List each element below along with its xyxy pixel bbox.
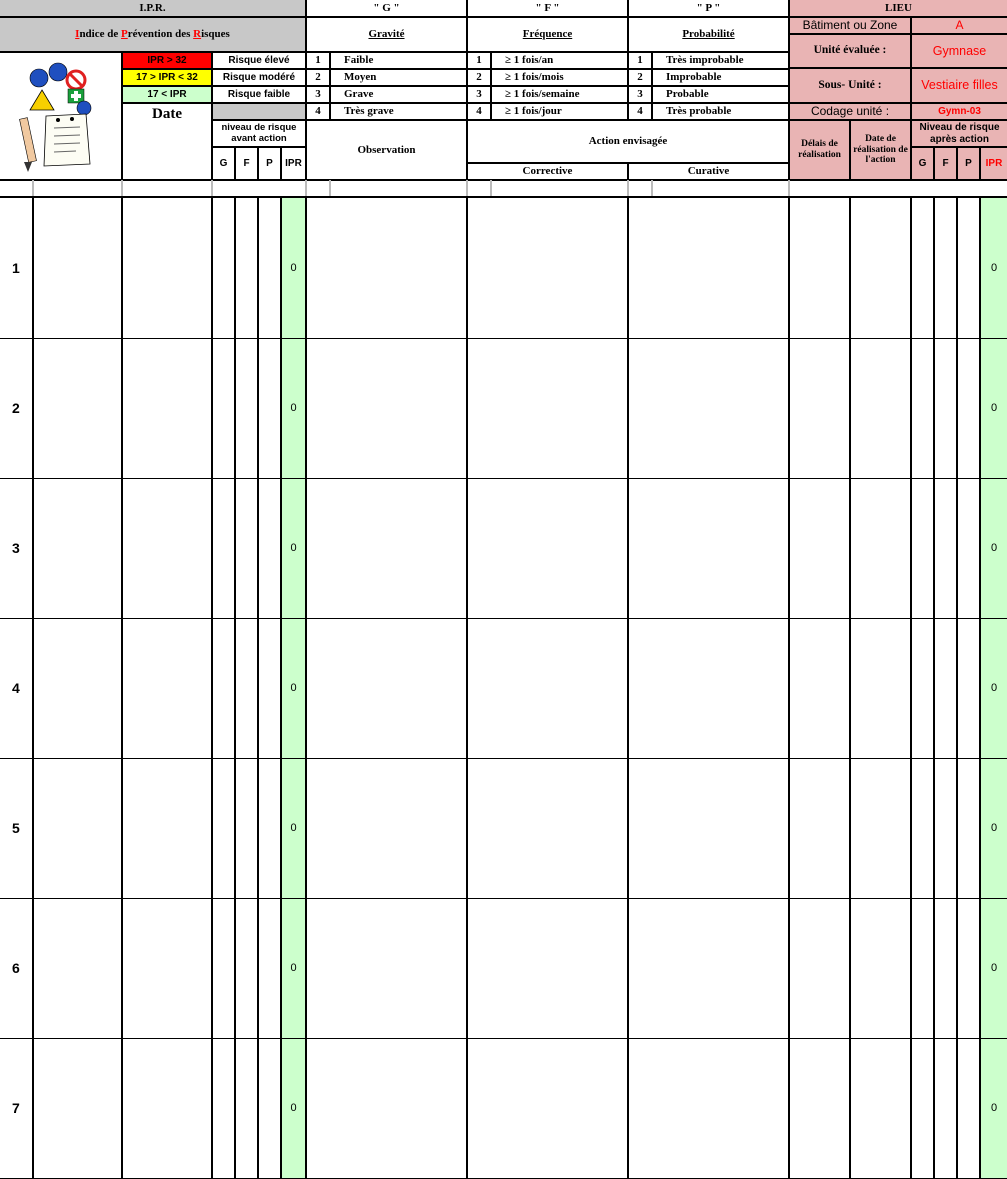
gray-spacer: [212, 103, 306, 120]
probabilite-label-1: Très improbable: [652, 52, 789, 69]
cell-f-after[interactable]: [934, 618, 957, 759]
cell-g-after[interactable]: [911, 758, 934, 899]
cell-blank-a[interactable]: [33, 198, 122, 339]
safety-signs-illustration: [0, 52, 122, 180]
frequence-n-4: 4: [467, 103, 491, 120]
spacer-cell: [306, 180, 330, 197]
legend-label-high: Risque élevé: [212, 52, 306, 69]
cell-blank-a[interactable]: [33, 898, 122, 1039]
cell-num: 5: [0, 758, 33, 899]
cell-ipr-before: 0: [281, 198, 306, 339]
cell-p-before[interactable]: [258, 198, 281, 339]
spacer-cell: [33, 180, 122, 197]
header-g-after: G: [911, 147, 934, 180]
probabilite-label-3: Probable: [652, 86, 789, 103]
cell-ipr-before: 0: [281, 1038, 306, 1179]
spacer-cell: [652, 180, 789, 197]
cell-blank-b[interactable]: [122, 758, 212, 899]
cell-p-after[interactable]: [957, 338, 980, 479]
cell-curative[interactable]: [628, 198, 789, 339]
cell-ipr-after: 0: [980, 338, 1007, 479]
spacer-cell: [330, 180, 467, 197]
cell-p-before[interactable]: [258, 338, 281, 479]
cell-date-realisation[interactable]: [850, 198, 911, 339]
legend-range-low: 17 < IPR: [122, 86, 212, 103]
gravite-n-2: 2: [306, 69, 330, 86]
cell-blank-b[interactable]: [122, 618, 212, 759]
frequence-code: " F ": [467, 0, 628, 17]
cell-ipr-after: 0: [980, 898, 1007, 1039]
frequence-n-2: 2: [467, 69, 491, 86]
cell-blank-b[interactable]: [122, 898, 212, 1039]
cell-curative[interactable]: [628, 898, 789, 1039]
header-f-before: F: [235, 147, 258, 180]
cell-f-before[interactable]: [235, 1038, 258, 1179]
cell-f-after[interactable]: [934, 1038, 957, 1179]
legend-label-medium: Risque modéré: [212, 69, 306, 86]
gravite-n-4: 4: [306, 103, 330, 120]
legend-range-medium: 17 > IPR < 32: [122, 69, 212, 86]
cell-blank-b[interactable]: [122, 198, 212, 339]
cell-f-after[interactable]: [934, 198, 957, 339]
cell-corrective[interactable]: [467, 758, 628, 899]
cell-g-before[interactable]: [212, 478, 235, 619]
cell-g-after[interactable]: [911, 478, 934, 619]
cell-ipr-before: 0: [281, 898, 306, 1039]
cell-g-after[interactable]: [911, 338, 934, 479]
frequence-label-1: ≥ 1 fois/an: [491, 52, 628, 69]
cell-g-before[interactable]: [212, 198, 235, 339]
gravite-label-3: Grave: [330, 86, 467, 103]
frequence-n-3: 3: [467, 86, 491, 103]
gravite-code: " G ": [306, 0, 467, 17]
spacer-cell: [467, 180, 491, 197]
cell-p-after[interactable]: [957, 478, 980, 619]
cell-delais[interactable]: [789, 1038, 850, 1179]
cell-observation[interactable]: [306, 898, 467, 1039]
cell-g-before[interactable]: [212, 338, 235, 479]
cell-observation[interactable]: [306, 198, 467, 339]
cell-f-after[interactable]: [934, 478, 957, 619]
probabilite-n-3: 3: [628, 86, 652, 103]
cell-g-after[interactable]: [911, 618, 934, 759]
cell-delais[interactable]: [789, 758, 850, 899]
niveau-apres-header: Niveau de risque après action: [911, 120, 1007, 147]
cell-num: 6: [0, 898, 33, 1039]
codage-value[interactable]: Gymn-03: [911, 103, 1007, 120]
gravite-label-2: Moyen: [330, 69, 467, 86]
cell-f-after[interactable]: [934, 758, 957, 899]
cell-observation[interactable]: [306, 618, 467, 759]
cell-date-realisation[interactable]: [850, 478, 911, 619]
date-label: Date: [122, 103, 212, 180]
cell-corrective[interactable]: [467, 478, 628, 619]
cell-p-before[interactable]: [258, 1038, 281, 1179]
ipr-title: I.P.R.: [0, 0, 306, 17]
cell-f-after[interactable]: [934, 338, 957, 479]
cell-ipr-before: 0: [281, 618, 306, 759]
frequence-title: Fréquence: [467, 17, 628, 52]
unite-label: Unité évaluée :: [789, 34, 911, 68]
curative-header: Curative: [628, 163, 789, 180]
gravite-label-4: Très grave: [330, 103, 467, 120]
delais-header: Délais de réalisation: [789, 120, 850, 180]
cell-curative[interactable]: [628, 1038, 789, 1179]
cell-g-before[interactable]: [212, 758, 235, 899]
ipr-subtitle: Indice de Prévention des Risques: [0, 17, 306, 52]
cell-observation[interactable]: [306, 758, 467, 899]
legend-label-low: Risque faible: [212, 86, 306, 103]
cell-ipr-before: 0: [281, 758, 306, 899]
probabilite-code: " P ": [628, 0, 789, 17]
cell-date-realisation[interactable]: [850, 758, 911, 899]
cell-f-before[interactable]: [235, 338, 258, 479]
cell-curative[interactable]: [628, 618, 789, 759]
cell-curative[interactable]: [628, 478, 789, 619]
cell-p-before[interactable]: [258, 478, 281, 619]
cell-date-realisation[interactable]: [850, 1038, 911, 1179]
spacer-cell: [491, 180, 628, 197]
cell-num: 1: [0, 198, 33, 339]
safety-signs-icon: [6, 56, 116, 176]
probabilite-n-1: 1: [628, 52, 652, 69]
corrective-header: Corrective: [467, 163, 628, 180]
frequence-label-2: ≥ 1 fois/mois: [491, 69, 628, 86]
header-ipr-after: IPR: [980, 147, 1007, 180]
gravite-label-1: Faible: [330, 52, 467, 69]
cell-p-after[interactable]: [957, 898, 980, 1039]
cell-f-after[interactable]: [934, 898, 957, 1039]
cell-observation[interactable]: [306, 478, 467, 619]
frequence-n-1: 1: [467, 52, 491, 69]
cell-p-after[interactable]: [957, 198, 980, 339]
cell-num: 7: [0, 1038, 33, 1179]
cell-corrective[interactable]: [467, 618, 628, 759]
header-g-before: G: [212, 147, 235, 180]
cell-f-before[interactable]: [235, 898, 258, 1039]
spacer-cell: [789, 180, 1007, 197]
probabilite-n-4: 4: [628, 103, 652, 120]
cell-ipr-after: 0: [980, 198, 1007, 339]
cell-p-after[interactable]: [957, 758, 980, 899]
cell-g-before[interactable]: [212, 898, 235, 1039]
spacer-cell: [628, 180, 652, 197]
cell-corrective[interactable]: [467, 338, 628, 479]
cell-f-before[interactable]: [235, 758, 258, 899]
sous-unite-label: Sous- Unité :: [789, 68, 911, 103]
cell-curative[interactable]: [628, 758, 789, 899]
cell-p-before[interactable]: [258, 758, 281, 899]
probabilite-n-2: 2: [628, 69, 652, 86]
cell-curative[interactable]: [628, 338, 789, 479]
gravite-n-3: 3: [306, 86, 330, 103]
sous-unite-value[interactable]: Vestiaire filles: [911, 68, 1007, 103]
probabilite-title: Probabilité: [628, 17, 789, 52]
spacer-cell: [122, 180, 212, 197]
cell-date-realisation[interactable]: [850, 338, 911, 479]
gravite-n-1: 1: [306, 52, 330, 69]
spacer-cell: [0, 180, 33, 197]
cell-blank-a[interactable]: [33, 338, 122, 479]
unite-value[interactable]: Gymnase: [911, 34, 1007, 68]
cell-delais[interactable]: [789, 618, 850, 759]
legend-range-high: IPR > 32: [122, 52, 212, 69]
cell-blank-b[interactable]: [122, 478, 212, 619]
cell-blank-a[interactable]: [33, 758, 122, 899]
cell-blank-a[interactable]: [33, 478, 122, 619]
header-f-after: F: [934, 147, 957, 180]
header-p-before: P: [258, 147, 281, 180]
gravite-title: Gravité: [306, 17, 467, 52]
batiment-value[interactable]: A: [911, 17, 1007, 34]
codage-label: Codage unité :: [789, 103, 911, 120]
cell-g-after[interactable]: [911, 198, 934, 339]
cell-g-after[interactable]: [911, 1038, 934, 1179]
cell-num: 4: [0, 618, 33, 759]
cell-blank-a[interactable]: [33, 618, 122, 759]
cell-num: 2: [0, 338, 33, 479]
cell-corrective[interactable]: [467, 198, 628, 339]
observation-header: Observation: [306, 120, 467, 180]
cell-g-after[interactable]: [911, 898, 934, 1039]
cell-delais[interactable]: [789, 338, 850, 479]
cell-observation[interactable]: [306, 338, 467, 479]
frequence-label-4: ≥ 1 fois/jour: [491, 103, 628, 120]
cell-num: 3: [0, 478, 33, 619]
batiment-label: Bâtiment ou Zone: [789, 17, 911, 34]
cell-f-before[interactable]: [235, 478, 258, 619]
cell-corrective[interactable]: [467, 898, 628, 1039]
cell-corrective[interactable]: [467, 1038, 628, 1179]
action-envisagee-header: Action envisagée: [467, 120, 789, 163]
cell-ipr-after: 0: [980, 618, 1007, 759]
cell-f-before[interactable]: [235, 198, 258, 339]
cell-delais[interactable]: [789, 198, 850, 339]
cell-date-realisation[interactable]: [850, 618, 911, 759]
cell-g-before[interactable]: [212, 1038, 235, 1179]
lieu-title: LIEU: [789, 0, 1007, 17]
cell-ipr-before: 0: [281, 478, 306, 619]
cell-ipr-before: 0: [281, 338, 306, 479]
probabilite-label-4: Très probable: [652, 103, 789, 120]
probabilite-label-2: Improbable: [652, 69, 789, 86]
cell-delais[interactable]: [789, 478, 850, 619]
cell-g-before[interactable]: [212, 618, 235, 759]
cell-ipr-after: 0: [980, 478, 1007, 619]
cell-p-after[interactable]: [957, 1038, 980, 1179]
cell-blank-b[interactable]: [122, 338, 212, 479]
cell-blank-b[interactable]: [122, 1038, 212, 1179]
cell-ipr-after: 0: [980, 1038, 1007, 1179]
spacer-cell: [212, 180, 306, 197]
cell-ipr-after: 0: [980, 758, 1007, 899]
cell-delais[interactable]: [789, 898, 850, 1039]
cell-p-before[interactable]: [258, 898, 281, 1039]
cell-observation[interactable]: [306, 1038, 467, 1179]
cell-f-before[interactable]: [235, 618, 258, 759]
header-p-after: P: [957, 147, 980, 180]
cell-p-before[interactable]: [258, 618, 281, 759]
frequence-label-3: ≥ 1 fois/semaine: [491, 86, 628, 103]
cell-p-after[interactable]: [957, 618, 980, 759]
cell-blank-a[interactable]: [33, 1038, 122, 1179]
date-realisation-header: Date de réalisation de l'action: [850, 120, 911, 180]
header-ipr-before: IPR: [281, 147, 306, 180]
niveau-avant-header: niveau de risque avant action: [212, 120, 306, 147]
cell-date-realisation[interactable]: [850, 898, 911, 1039]
